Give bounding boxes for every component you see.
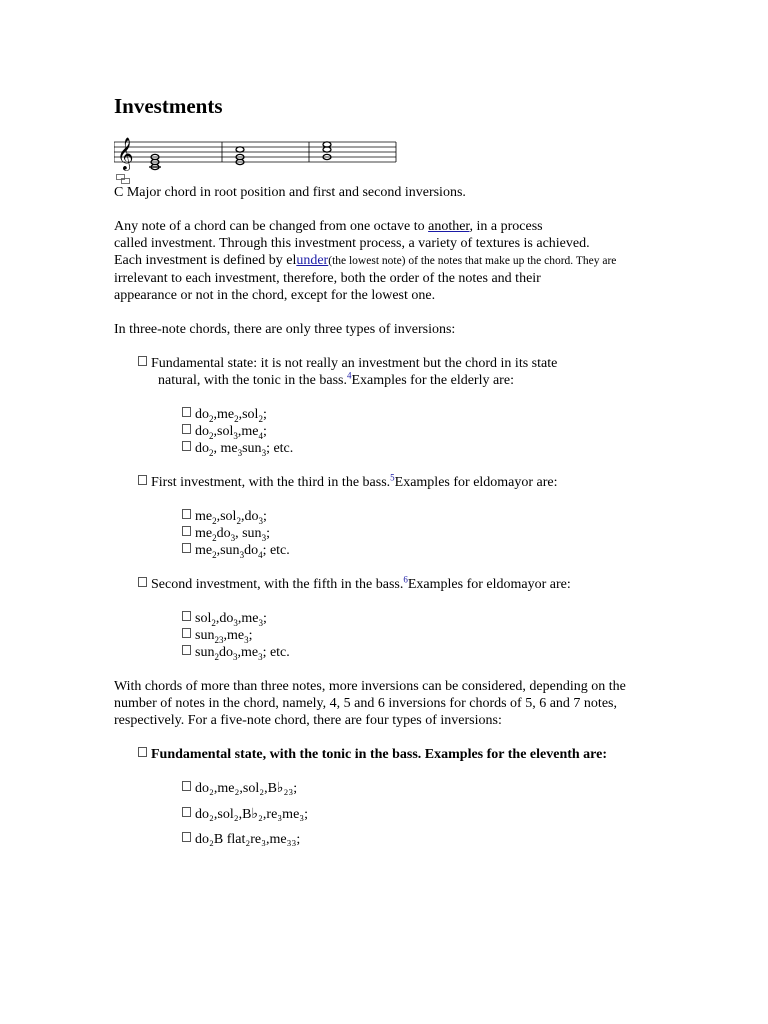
- bullet-first-investment: First investment, with the third in the bass.$^5$Examples for eldomayor are:: [114, 474, 674, 491]
- treble-clef-icon: 𝄞: [117, 137, 134, 170]
- example-item: $sun_{23},me_3$;: [182, 627, 674, 644]
- three-note-intro: In three-note chords, there are only three types of inversions:: [114, 322, 456, 337]
- bullet-fundamental: Fundamental state: it is not really an investment but the chord in its state natural, with the tonic in the bass.$^4$Examples for the elderly are:: [114, 355, 674, 389]
- bullet-box-icon: [182, 628, 191, 638]
- bullet-box-icon: [182, 424, 191, 434]
- bullet-box-icon: [182, 832, 191, 842]
- bullet-box-icon: [182, 543, 191, 553]
- bullet-box-icon: [182, 441, 191, 451]
- footnote-4[interactable]: 4: [346, 370, 352, 381]
- example-item: do₂B flat₂re₃,me₃₃;: [182, 831, 674, 848]
- bullet-box-icon: [138, 356, 147, 366]
- page-title: Investments: [114, 94, 223, 118]
- bullet-box-icon: [138, 475, 147, 485]
- bullet-box-icon: [138, 747, 147, 757]
- under-link[interactable]: under: [296, 253, 329, 268]
- example-item: do₂,me₂,sol₂,B♭₂₃;: [182, 780, 674, 797]
- first-examples: [114, 508, 674, 559]
- example-item: $me_2,sun_3do_4$; etc.: [182, 542, 674, 559]
- eleventh-examples: [114, 780, 674, 848]
- bullet-box-icon: [182, 611, 191, 621]
- document-page: [114, 92, 674, 857]
- bullet-box-icon: [138, 577, 147, 587]
- more-notes-paragraph: With chords of more than three notes, more inversions can be considered, depending on the number of notes in the chord, namely, 4, 5 and 6 inversions for chords of 5, 6 and 7 notes, respectively. For a five-note chord, there are four types of inversions:: [114, 679, 626, 728]
- bullet-second-investment: Second investment, with the fifth in the bass.$^6$Examples for eldomayor are:: [114, 576, 674, 593]
- bullet-box-icon: [182, 807, 191, 817]
- bullet-box-icon: [182, 645, 191, 655]
- example-item: $do_2$, $me_3sun_3$; etc.: [182, 440, 674, 457]
- bullet-box-icon: [182, 526, 191, 536]
- image-placeholder-icon: [116, 174, 130, 184]
- bullet-box-icon: [182, 781, 191, 791]
- figure-caption: C Major chord in root position and first and second inversions.: [114, 185, 466, 200]
- example-item: $do_2,me_2,sol_2$;: [182, 406, 674, 423]
- example-item: $sol_2,do_3,me_3$;: [182, 610, 674, 627]
- example-item: $me_2,sol_2,do_3$;: [182, 508, 674, 525]
- music-staff-figure: [114, 130, 674, 172]
- example-item: $do_2,sol_3,me_4$;: [182, 423, 674, 440]
- example-item: $sun_2do_3,me_3$; etc.: [182, 644, 674, 661]
- example-item: $me_2do_3$, sun$_3$;: [182, 525, 674, 542]
- footnote-5[interactable]: 5: [390, 472, 395, 483]
- second-examples: [114, 610, 674, 661]
- example-item: do₂,sol₂,B♭₂,re₃me₃;: [182, 806, 674, 823]
- footnote-6[interactable]: 6: [403, 574, 408, 585]
- bullet-box-icon: [182, 407, 191, 417]
- fundamental-examples: [114, 406, 674, 457]
- c-major-chord-staff: [114, 130, 404, 172]
- intro-paragraph: Any note of a chord can be changed from one octave to another, in a process called investment. Through this investment process, a variety of textures is achieved. Each investment is defined by elunder(the lowest note) of the notes that make up the chord. They are irrelevant to each investment, therefore, both the order of the notes and their appearance or not in the chord, except for the lowest one.: [114, 219, 617, 303]
- bullet-eleventh: Fundamental state, with the tonic in the bass. Examples for the eleventh are:: [114, 746, 674, 763]
- another-link[interactable]: another: [428, 219, 470, 234]
- bullet-box-icon: [182, 509, 191, 519]
